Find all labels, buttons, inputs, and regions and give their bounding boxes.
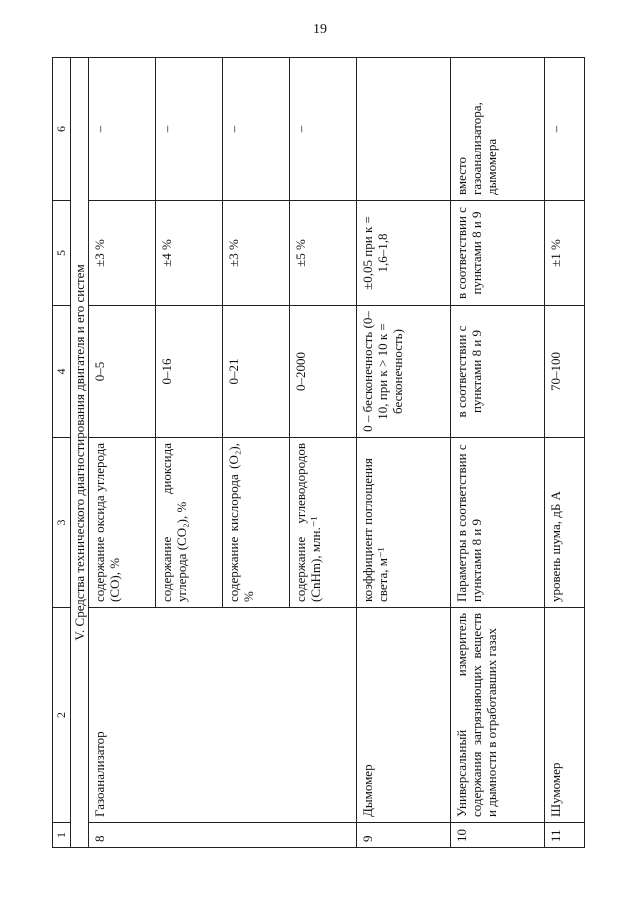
table-row: [356, 58, 450, 848]
diagnostics-table: [52, 57, 585, 848]
note-cell: –: [222, 58, 289, 201]
parameter-cell: содержание кислорода (O₂), %: [222, 438, 289, 608]
device-name: Универсальный измеритель содержания загрязняющих веществ и дымности в отработавших газах: [451, 608, 545, 823]
accuracy-cell: ±0,05 при к = 1,6–1,8: [356, 201, 450, 306]
range-cell: 0–2000: [289, 306, 356, 438]
row-number: 10: [451, 823, 545, 848]
range-cell: 70–100: [545, 306, 585, 438]
page-number: 19: [313, 22, 327, 37]
device-name: Дымомер: [356, 608, 450, 823]
range-cell: 0–5: [89, 306, 156, 438]
device-name: Шумомер: [545, 608, 585, 823]
column-number: 6: [53, 58, 71, 201]
section-title: V. Средства технического диагностирования двигателя и его систем: [71, 58, 89, 848]
note-cell: –: [89, 58, 156, 201]
range-cell: в соответствии с пунктами 8 и 9: [451, 306, 545, 438]
accuracy-cell: ±3 %: [222, 201, 289, 306]
column-number: 1: [53, 823, 71, 848]
table-row: [545, 58, 585, 848]
parameter-cell: содержание углеводородов (CnHm), млн.⁻¹: [289, 438, 356, 608]
column-number: 5: [53, 201, 71, 306]
accuracy-cell: ±1 %: [545, 201, 585, 306]
column-number-row: [53, 58, 71, 848]
accuracy-cell: в соответствии с пунктами 8 и 9: [451, 201, 545, 306]
parameter-cell: коэффициент поглощения света, м⁻¹: [356, 438, 450, 608]
range-cell: 0–21: [222, 306, 289, 438]
parameter-cell: Параметры в соответствии с пунктами 8 и 9: [451, 438, 545, 608]
section-title-row: [71, 58, 89, 848]
accuracy-cell: ±5 %: [289, 201, 356, 306]
column-number: 4: [53, 306, 71, 438]
rotated-table-container: [52, 58, 585, 848]
row-number: 9: [356, 823, 450, 848]
row-number: 11: [545, 823, 585, 848]
device-name: Газоанализатор: [89, 608, 357, 823]
range-cell: 0 – бесконечность (0–10, при к > 10 к = бесконечность): [356, 306, 450, 438]
range-cell: 0–16: [155, 306, 222, 438]
accuracy-cell: ±3 %: [89, 201, 156, 306]
accuracy-cell: ±4 %: [155, 201, 222, 306]
note-cell: –: [155, 58, 222, 201]
note-cell: –: [289, 58, 356, 201]
parameter-cell: содержание оксида углерода (CO), %: [89, 438, 156, 608]
row-number: 8: [89, 823, 357, 848]
parameter-cell: содержание диоксида углерода (CO₂), %: [155, 438, 222, 608]
note-cell: вместо газоанализатора, дымомера: [451, 58, 545, 201]
column-number: 3: [53, 438, 71, 608]
table-row: [451, 58, 545, 848]
parameter-cell: уровень шума, дБ А: [545, 438, 585, 608]
column-number: 2: [53, 608, 71, 823]
note-cell: –: [545, 58, 585, 201]
table-row: [89, 58, 156, 848]
note-cell: [356, 58, 450, 201]
